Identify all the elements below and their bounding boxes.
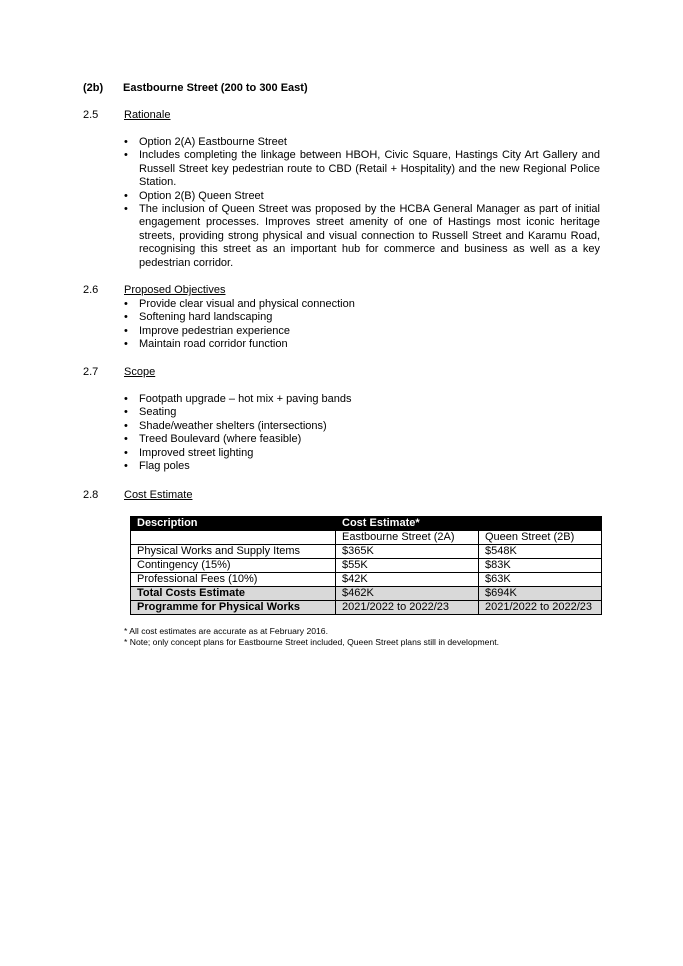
list-item: • Option 2(B) Queen Street bbox=[124, 190, 600, 203]
section-number-2-6: 2.6 bbox=[83, 284, 99, 296]
objectives-list bbox=[124, 298, 600, 352]
list-item: • Footpath upgrade – hot mix + paving bands bbox=[124, 393, 600, 406]
list-item: • Provide clear visual and physical connection bbox=[124, 298, 600, 311]
list-item: • Maintain road corridor function bbox=[124, 338, 600, 351]
table-header-row bbox=[131, 517, 602, 531]
table-cell: Professional Fees (10%) bbox=[131, 573, 336, 587]
table-row bbox=[131, 573, 602, 587]
cost-estimate-table bbox=[130, 516, 602, 615]
table-row bbox=[131, 545, 602, 559]
table-row-total bbox=[131, 587, 602, 601]
table-cell: $42K bbox=[336, 573, 479, 587]
list-item: • Treed Boulevard (where feasible) bbox=[124, 433, 600, 446]
table-row bbox=[131, 559, 602, 573]
table-cell: Physical Works and Supply Items bbox=[131, 545, 336, 559]
list-item: • Improved street lighting bbox=[124, 447, 600, 460]
table-cell: $548K bbox=[479, 545, 602, 559]
section-title-cost-estimate: Cost Estimate bbox=[124, 489, 193, 501]
column-header: Description bbox=[131, 517, 336, 531]
table-cell: Queen Street (2B) bbox=[479, 531, 602, 545]
section-number-2-8: 2.8 bbox=[83, 489, 99, 501]
table-cell: Eastbourne Street (2A) bbox=[336, 531, 479, 545]
list-item: • The inclusion of Queen Street was proposed by the HCBA General Manager as part of initial engagement processes. Improves street amenity of one of Hastings most iconic heritage streets, providing strong physical and visual connection to Russell Street and Karamu Road, recognising this street as an important hub for commerce and business as well as a key pedestrian corridor. bbox=[124, 203, 600, 270]
rationale-list bbox=[124, 136, 600, 270]
table-cell: $365K bbox=[336, 545, 479, 559]
list-item: • Includes completing the linkage between HBOH, Civic Square, Hastings City Art Gallery and Russell Street key pedestrian route to CBD (Retail + Hospitality) and the new Regional Police Station. bbox=[124, 149, 600, 189]
list-item: • Shade/weather shelters (intersections) bbox=[124, 420, 600, 433]
table-cell: $55K bbox=[336, 559, 479, 573]
table-cell: $694K bbox=[479, 587, 602, 601]
table-row-programme bbox=[131, 601, 602, 615]
table-cell: $63K bbox=[479, 573, 602, 587]
list-item: • Seating bbox=[124, 406, 600, 419]
section-header-number: (2b) bbox=[83, 82, 104, 94]
table-cell: 2021/2022 to 2022/23 bbox=[479, 601, 602, 615]
section-title-proposed-objectives: Proposed Objectives bbox=[124, 284, 226, 296]
section-title-scope: Scope bbox=[124, 366, 156, 378]
table-subheader-row bbox=[131, 531, 602, 545]
section-header-title: Eastbourne Street (200 to 300 East) bbox=[123, 82, 308, 94]
list-item: • Option 2(A) Eastbourne Street bbox=[124, 136, 600, 149]
list-item: • Flag poles bbox=[124, 460, 600, 473]
footnote: * Note; only concept plans for Eastbourne Street included, Queen Street plans still in development. bbox=[124, 637, 500, 647]
list-item: • Improve pedestrian experience bbox=[124, 325, 600, 338]
list-item: • Softening hard landscaping bbox=[124, 311, 600, 324]
table-cell: $462K bbox=[336, 587, 479, 601]
section-number-2-7: 2.7 bbox=[83, 366, 99, 378]
table-cell: 2021/2022 to 2022/23 bbox=[336, 601, 479, 615]
table-cell: $83K bbox=[479, 559, 602, 573]
section-title-rationale: Rationale bbox=[124, 109, 171, 121]
footnote: * All cost estimates are accurate as at February 2016. bbox=[124, 626, 328, 636]
table-cell bbox=[131, 531, 336, 545]
section-number-2-5: 2.5 bbox=[83, 109, 99, 121]
table-cell: Programme for Physical Works bbox=[131, 601, 336, 615]
scope-list bbox=[124, 393, 600, 473]
table-cell: Contingency (15%) bbox=[131, 559, 336, 573]
column-header: Cost Estimate* bbox=[336, 517, 602, 531]
table-cell: Total Costs Estimate bbox=[131, 587, 336, 601]
